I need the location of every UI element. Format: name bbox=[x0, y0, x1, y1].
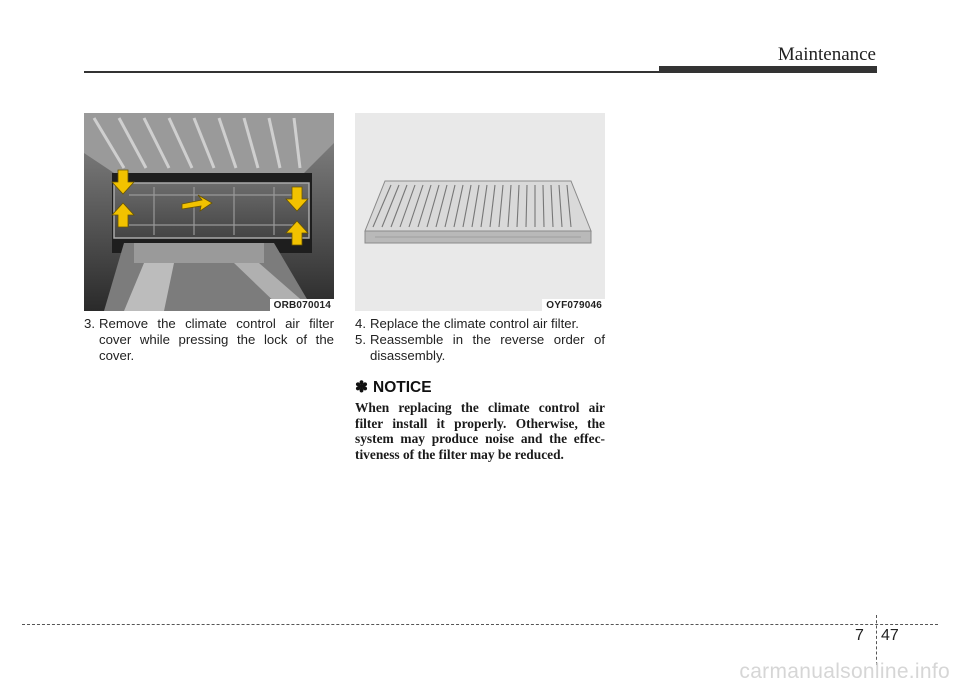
step-text: Replace the climate control air filter. bbox=[370, 316, 579, 331]
figure-code-2: OYF079046 bbox=[542, 299, 605, 311]
step-4 bbox=[355, 316, 605, 332]
page-number: 47 bbox=[881, 627, 899, 644]
notice-body: When replacing the climate control air filter install it properly. Otherwise, the system may produce noise and the effec-tiveness of the filter may be reduced. bbox=[355, 400, 605, 462]
header-rule-thick bbox=[659, 66, 877, 73]
figure-air-filter bbox=[355, 113, 605, 311]
chapter-number: 7 bbox=[855, 627, 864, 644]
step-number: 3. bbox=[84, 316, 95, 331]
step-text: Reassemble in the reverse order of disassembly. bbox=[370, 332, 605, 363]
watermark: carmanualsonline.info bbox=[739, 660, 950, 683]
notice-title: NOTICE bbox=[373, 379, 432, 396]
filter-cover-illustration bbox=[84, 113, 334, 311]
step-number: 5. bbox=[355, 332, 366, 347]
header-rule-thin bbox=[84, 71, 662, 73]
section-title: Maintenance bbox=[777, 44, 876, 65]
footer-rule bbox=[22, 624, 938, 625]
figure-code-1: ORB070014 bbox=[270, 299, 334, 311]
step-5 bbox=[355, 332, 605, 364]
step-text: Remove the climate control air filter cover while pressing the lock of the cover. bbox=[99, 316, 334, 363]
figure-filter-cover bbox=[84, 113, 334, 311]
notice-mark-icon: ✽ bbox=[355, 379, 368, 396]
step-3 bbox=[84, 316, 334, 364]
air-filter-illustration bbox=[355, 113, 605, 311]
footer-divider bbox=[876, 615, 877, 665]
step-number: 4. bbox=[355, 316, 366, 331]
notice-heading bbox=[355, 378, 432, 397]
